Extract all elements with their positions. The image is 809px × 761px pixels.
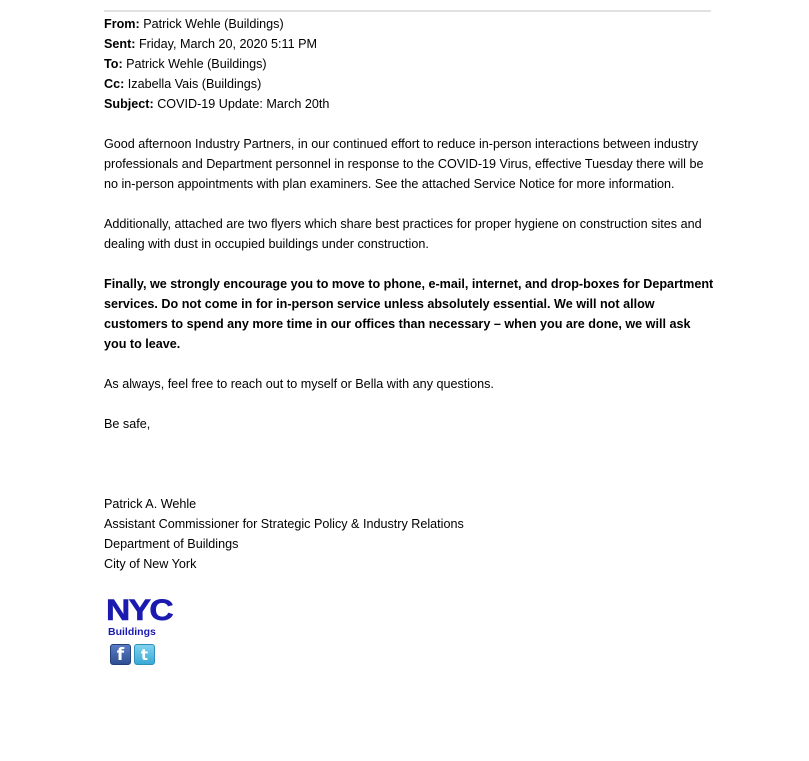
email-header — [104, 14, 724, 114]
cc-row — [104, 74, 724, 94]
sent-row — [104, 34, 724, 54]
to-label: To: — [104, 57, 123, 71]
logo-subtext: Buildings — [108, 626, 156, 638]
cc-value: Izabella Vais (Buildings) — [127, 77, 262, 91]
signature-department: Department of Buildings — [104, 537, 239, 551]
closing-line: Be safe, — [104, 417, 151, 431]
from-row — [104, 14, 724, 34]
body-paragraph-4: As always, feel free to reach out to myself or Bella with any questions. — [104, 377, 494, 391]
header-divider — [104, 10, 711, 12]
signature-title: Assistant Commissioner for Strategic Policy & Industry Relations — [104, 517, 464, 531]
to-row — [104, 54, 724, 74]
twitter-icon[interactable]: t — [134, 644, 155, 665]
subject-label: Subject: — [104, 97, 154, 111]
from-value: Patrick Wehle (Buildings) — [143, 17, 284, 31]
logo-text: NYC — [106, 594, 172, 627]
subject-row — [104, 94, 724, 114]
body-paragraph-3: Finally, we strongly encourage you to move to phone, e-mail, internet, and drop-boxes for Department services. Do not come in for in-person service unless absolutely essential. We will not allow customers to spend any more time in our offices than necessary – when you are done, we will ask you to leave. — [104, 277, 714, 351]
signature-city: City of New York — [104, 557, 197, 571]
cc-label: Cc: — [104, 77, 125, 91]
sent-label: Sent: — [104, 37, 136, 51]
body-paragraph-1: Good afternoon Industry Partners, in our continued effort to reduce in-person interactions between industry professionals and Department personnel in response to the COVID-19 Virus, effective Tuesday there will be no in-person appointments with plan examiners. See the attached Service Notice for more information. — [104, 137, 704, 191]
from-label: From: — [104, 17, 140, 31]
sent-value: Friday, March 20, 2020 5:11 PM — [138, 37, 318, 51]
email-body — [104, 134, 714, 454]
signature-name: Patrick A. Wehle — [104, 497, 197, 511]
signature-block — [104, 494, 604, 574]
subject-value: COVID-19 Update: March 20th — [157, 97, 330, 111]
facebook-icon[interactable]: f — [110, 644, 131, 665]
to-value: Patrick Wehle (Buildings) — [126, 57, 267, 71]
nyc-buildings-logo — [106, 596, 190, 642]
body-paragraph-2: Additionally, attached are two flyers which share best practices for proper hygiene on construction sites and dealing with dust in occupied buildings under construction. — [104, 217, 702, 251]
